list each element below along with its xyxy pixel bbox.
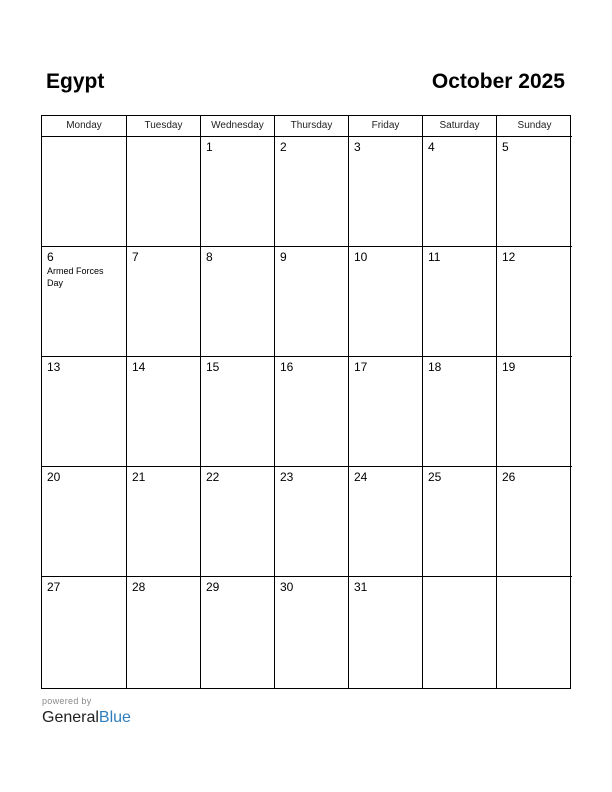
powered-by-label: powered by [42, 696, 92, 706]
day-cell-23 [275, 467, 349, 577]
country-title: Egypt [46, 70, 105, 93]
day-cell-9 [275, 247, 349, 357]
day-cell-19 [497, 357, 572, 467]
day-number: 5 [502, 140, 509, 154]
day-number: 17 [354, 360, 368, 374]
day-number: 13 [47, 360, 61, 374]
day-cell-4 [423, 137, 497, 247]
day-number: 15 [206, 360, 220, 374]
day-cell-29 [201, 577, 275, 688]
empty-day-cell [127, 137, 201, 247]
brand-logo [42, 708, 131, 728]
day-number: 24 [354, 470, 368, 484]
day-number: 8 [206, 250, 213, 264]
brand-blue-text: Blue [98, 709, 131, 726]
day-number: 25 [428, 470, 442, 484]
day-cell-11 [423, 247, 497, 357]
day-cell-16 [275, 357, 349, 467]
empty-day-cell [423, 577, 497, 688]
day-number: 4 [428, 140, 435, 154]
day-cell-22 [201, 467, 275, 577]
day-number: 10 [354, 250, 368, 264]
day-number: 14 [132, 360, 146, 374]
day-cell-13 [42, 357, 127, 467]
day-cell-12 [497, 247, 572, 357]
day-number: 16 [280, 360, 294, 374]
calendar-grid [41, 115, 571, 689]
day-cell-26 [497, 467, 572, 577]
day-number: 18 [428, 360, 442, 374]
day-number: 19 [502, 360, 516, 374]
day-cell-21 [127, 467, 201, 577]
weekday-header-tuesday: Tuesday [127, 116, 201, 137]
empty-day-cell [42, 137, 127, 247]
brand-general-text: General [42, 709, 99, 726]
day-number: 11 [428, 250, 441, 264]
day-number: 26 [502, 470, 516, 484]
weekday-header-friday: Friday [349, 116, 423, 137]
day-number: 1 [206, 140, 213, 154]
day-cell-20 [42, 467, 127, 577]
day-number: 31 [354, 580, 368, 594]
day-cell-8 [201, 247, 275, 357]
day-cell-24 [349, 467, 423, 577]
day-cell-7 [127, 247, 201, 357]
day-number: 28 [132, 580, 146, 594]
day-number: 29 [206, 580, 220, 594]
day-cell-17 [349, 357, 423, 467]
day-cell-30 [275, 577, 349, 688]
day-cell-18 [423, 357, 497, 467]
day-number: 2 [280, 140, 287, 154]
day-cell-3 [349, 137, 423, 247]
weekday-header-thursday: Thursday [275, 116, 349, 137]
day-number: 22 [206, 470, 220, 484]
day-cell-2 [275, 137, 349, 247]
day-cell-27 [42, 577, 127, 688]
weekday-header-sunday: Sunday [497, 116, 572, 137]
month-year-title: October 2025 [431, 70, 565, 93]
day-number: 3 [354, 140, 361, 154]
day-cell-31 [349, 577, 423, 688]
day-number: 23 [280, 470, 294, 484]
weekday-header-saturday: Saturday [423, 116, 497, 137]
weekday-header-wednesday: Wednesday [201, 116, 275, 137]
day-cell-25 [423, 467, 497, 577]
day-cell-5 [497, 137, 572, 247]
day-number: 30 [280, 580, 294, 594]
day-number: 21 [132, 470, 146, 484]
day-cell-6 [42, 247, 127, 357]
day-cell-14 [127, 357, 201, 467]
day-number: 9 [280, 250, 287, 264]
day-cell-10 [349, 247, 423, 357]
day-number: 7 [132, 250, 139, 264]
footer-branding [42, 696, 131, 728]
day-number: 12 [502, 250, 516, 264]
day-cell-1 [201, 137, 275, 247]
holiday-label: Armed Forces Day [47, 266, 104, 288]
weekday-header-monday: Monday [42, 116, 127, 137]
day-cell-15 [201, 357, 275, 467]
day-number: 6 [47, 250, 54, 264]
day-number: 20 [47, 470, 61, 484]
day-number: 27 [47, 580, 61, 594]
empty-day-cell [497, 577, 572, 688]
day-cell-28 [127, 577, 201, 688]
